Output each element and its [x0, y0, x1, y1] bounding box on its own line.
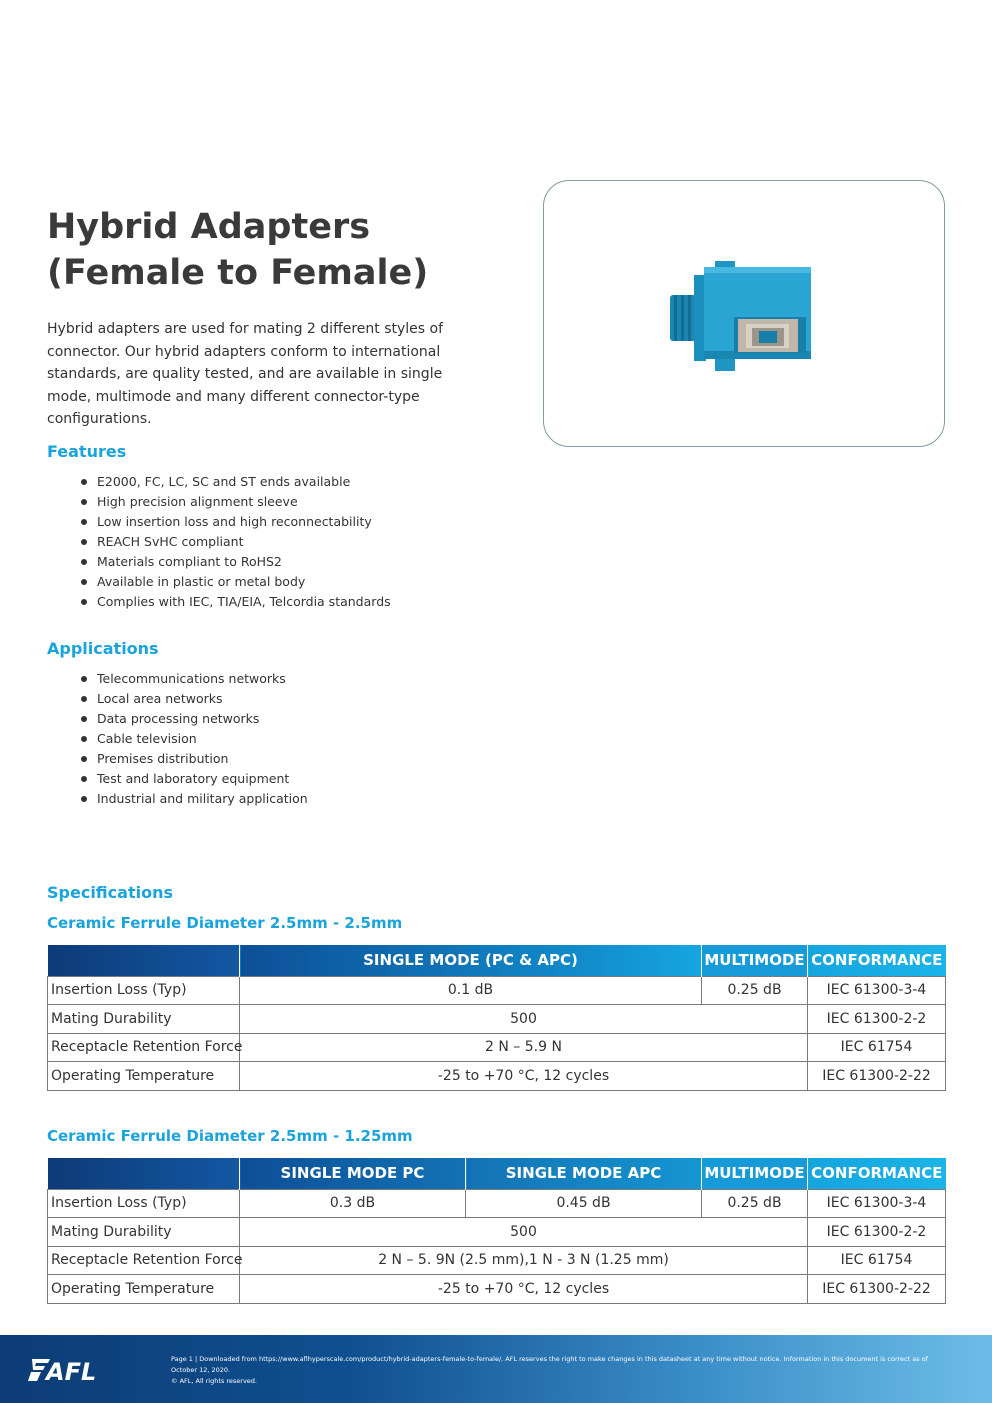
list-item: Data processing networks: [80, 709, 308, 729]
footer-line-1: Page 1 | Downloaded from https://www.aflhyperscale.com/product/hybrid-adapters-female-to-female/. AFL reserves the right to make changes in this datasheet at any time without notice. Information in this document is correct as of: [171, 1355, 928, 1363]
cell-multimode: 0.25 dB: [702, 1189, 808, 1218]
cell-conformance: IEC 61754: [808, 1033, 946, 1062]
header-single-mode: SINGLE MODE (PC & APC): [240, 945, 702, 976]
footer-line-2: October 12, 2020.: [171, 1366, 231, 1374]
table-row: [48, 1275, 946, 1304]
list-item: Telecommunications networks: [80, 669, 308, 689]
header-blank: [48, 945, 240, 976]
list-item: Local area networks: [80, 689, 308, 709]
spec-table-2-5mm: [47, 945, 946, 1091]
list-item: Cable television: [80, 729, 308, 749]
cell-value: -25 to +70 °C, 12 cycles: [240, 1275, 808, 1304]
page-title: [47, 204, 507, 296]
applications-list: [80, 669, 308, 809]
list-item: Complies with IEC, TIA/EIA, Telcordia standards: [80, 592, 391, 612]
features-list: [80, 472, 391, 612]
table1-title: Ceramic Ferrule Diameter 2.5mm - 2.5mm: [47, 914, 403, 932]
header-single-mode-apc: SINGLE MODE APC: [466, 1158, 702, 1189]
list-item: REACH SvHC compliant: [80, 532, 391, 552]
afl-logo: [28, 1349, 128, 1387]
row-label: Mating Durability: [48, 1005, 240, 1034]
features-heading: Features: [47, 442, 127, 461]
table-row: [48, 976, 946, 1005]
cell-value: 500: [240, 1005, 808, 1034]
cell-value: -25 to +70 °C, 12 cycles: [240, 1062, 808, 1091]
header-multimode: MULTIMODE: [702, 945, 808, 976]
cell-single-mode-apc: 0.45 dB: [466, 1189, 702, 1218]
row-label: Mating Durability: [48, 1218, 240, 1247]
list-item: E2000, FC, LC, SC and ST ends available: [80, 472, 391, 492]
row-label: Receptacle Retention Force: [48, 1246, 240, 1275]
list-item: Materials compliant to RoHS2: [80, 552, 391, 572]
table-row: [48, 1189, 946, 1218]
header-conformance: CONFORMANCE: [808, 1158, 946, 1189]
cell-conformance: IEC 61300-3-4: [808, 1189, 946, 1218]
cell-conformance: IEC 61754: [808, 1246, 946, 1275]
header-multimode: MULTIMODE: [702, 1158, 808, 1189]
list-item: Industrial and military application: [80, 789, 308, 809]
header-conformance: CONFORMANCE: [808, 945, 946, 976]
table-row: [48, 1062, 946, 1091]
list-item: Test and laboratory equipment: [80, 769, 308, 789]
table2-title: Ceramic Ferrule Diameter 2.5mm - 1.25mm: [47, 1127, 413, 1145]
footer-line-3: © AFL, All rights reserved.: [171, 1377, 257, 1385]
row-label: Operating Temperature: [48, 1062, 240, 1091]
list-item: Available in plastic or metal body: [80, 572, 391, 592]
row-label: Receptacle Retention Force: [48, 1033, 240, 1062]
spec-table-1-25mm: [47, 1158, 946, 1304]
table-row: [48, 1033, 946, 1062]
cell-conformance: IEC 61300-2-2: [808, 1218, 946, 1247]
cell-conformance: IEC 61300-2-2: [808, 1005, 946, 1034]
cell-single-mode-pc: 0.3 dB: [240, 1189, 466, 1218]
cell-conformance: IEC 61300-3-4: [808, 976, 946, 1005]
cell-value: 2 N – 5.9 N: [240, 1033, 808, 1062]
product-image-frame: [543, 180, 945, 447]
table-row: [48, 1005, 946, 1034]
cell-value: 500: [240, 1218, 808, 1247]
cell-single-mode: 0.1 dB: [240, 976, 702, 1005]
logo-text: AFL: [46, 1358, 97, 1386]
list-item: High precision alignment sleeve: [80, 492, 391, 512]
row-label: Insertion Loss (Typ): [48, 1189, 240, 1218]
cell-conformance: IEC 61300-2-22: [808, 1275, 946, 1304]
cell-value: 2 N – 5. 9N (2.5 mm),1 N - 3 N (1.25 mm): [240, 1246, 808, 1275]
cell-conformance: IEC 61300-2-22: [808, 1062, 946, 1091]
header-blank: [48, 1158, 240, 1189]
table-row: [48, 1246, 946, 1275]
intro-paragraph: Hybrid adapters are used for mating 2 different styles of connector. Our hybrid adapters conform to international standards, are quality tested, and are available in single mode, multimode and many different connector-type configurations.: [47, 321, 444, 427]
table-row: [48, 1218, 946, 1247]
table-header-row: [48, 945, 946, 976]
table-header-row: [48, 1158, 946, 1189]
list-item: Low insertion loss and high reconnectability: [80, 512, 391, 532]
list-item: Premises distribution: [80, 749, 308, 769]
cell-multimode: 0.25 dB: [702, 976, 808, 1005]
row-label: Insertion Loss (Typ): [48, 976, 240, 1005]
page-footer: [0, 1335, 992, 1403]
applications-heading: Applications: [47, 639, 159, 658]
header-single-mode-pc: SINGLE MODE PC: [240, 1158, 466, 1189]
title-line-2: (Female to Female): [47, 253, 429, 293]
footer-note: [171, 1354, 971, 1387]
specifications-heading: Specifications: [47, 883, 173, 902]
fc-sc-hybrid-adapter-icon: [544, 181, 946, 448]
row-label: Operating Temperature: [48, 1275, 240, 1304]
title-line-1: Hybrid Adapters: [47, 207, 371, 247]
